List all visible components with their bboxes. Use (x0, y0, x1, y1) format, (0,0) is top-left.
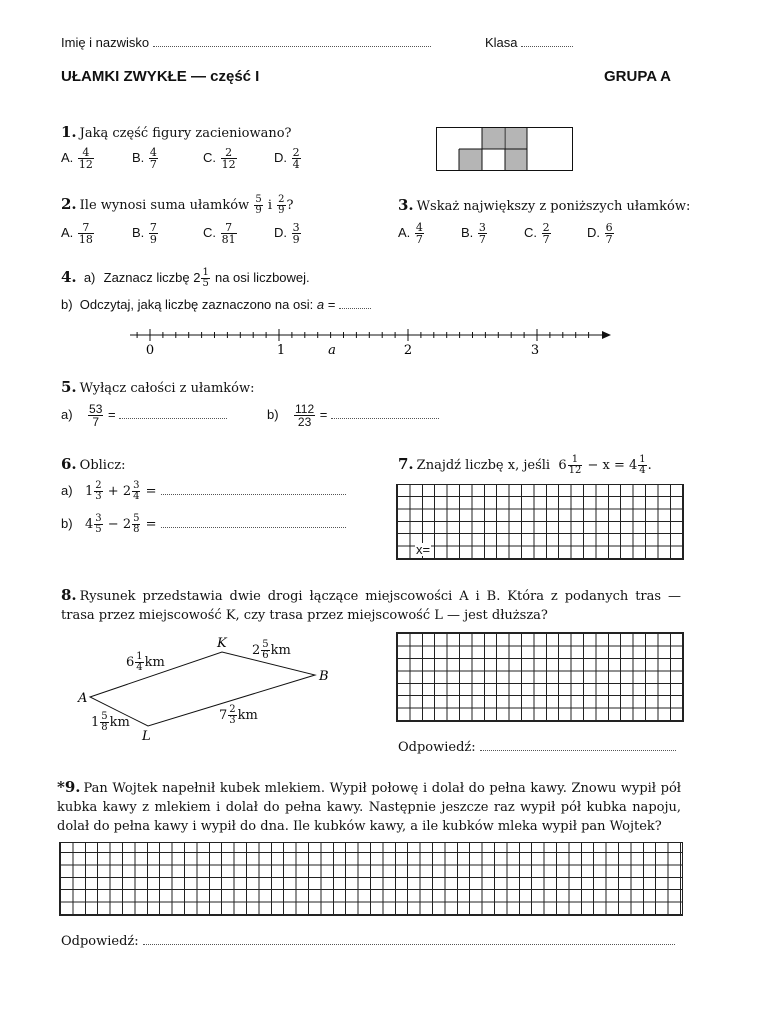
q6a-answer-line[interactable] (161, 482, 346, 495)
q3-option-d[interactable]: D. $\frac{6}{7}$ (587, 221, 613, 246)
q3-options (398, 222, 650, 245)
q2-options (61, 222, 345, 245)
q6-question: 6. Oblicz: (61, 455, 126, 473)
point-K: K (217, 636, 227, 651)
q2-option-c[interactable]: C. $\frac{7}{81}$ (203, 221, 236, 246)
q1-option-b[interactable]: B. $\frac{4}{7}$ (132, 146, 157, 171)
q3-option-b[interactable]: B. $\frac{3}{7}$ (461, 221, 486, 246)
q2-option-b[interactable]: B. $\frac{7}{9}$ (132, 221, 157, 246)
axis-label-1: 1 (276, 343, 286, 358)
point-B: B (319, 669, 329, 684)
q6a: a) 1 $\frac{2}{3}$ + 2 $\frac{3}{4}$ = (61, 481, 346, 502)
q5-question: 5. Wyłącz całości z ułamków: (61, 378, 255, 396)
q3-question: 3. Wskaż największy z poniższych ułamków: (398, 196, 691, 214)
q1-option-d[interactable]: D. $\frac{2}{4}$ (274, 146, 300, 171)
q9-question: *9. Pan Wojtek napełnił kubek mlekiem. Wypił połowę i dolał do pełna kawy. Znowu wypił pół kubka kawy z mlekiem i dolał do pełna kawy. Następnie jeszcze raz wypił pół kubka napoju, dolał do pełna kawy i wypił do dna. Ile kubków kawy, a ile kubków mleka wypił pan Wojtek? (57, 778, 681, 834)
q5b-answer-line[interactable] (331, 406, 439, 419)
q3-option-a[interactable]: A. $\frac{4}{7}$ (398, 221, 423, 246)
q9-answer-line[interactable] (143, 932, 675, 945)
class-field[interactable] (485, 34, 573, 50)
q4b-question: b) Odczytaj, jaką liczbę zaznaczono na osi: a = (61, 296, 371, 312)
name-input-line[interactable] (153, 34, 431, 47)
q7-x-label: x= (416, 542, 431, 557)
number-line (125, 325, 615, 361)
q9-work-grid[interactable] (59, 842, 683, 916)
q5a: a) $\frac{53}{7}$ = (61, 403, 227, 428)
name-field[interactable] (61, 34, 431, 50)
q6b: b) 4 $\frac{3}{5}$ − 2 $\frac{5}{8}$ = (61, 514, 346, 535)
q8-question: 8. Rysunek przedstawia dwie drogi łączące miejscowości A i B. Która z podanych tras — trasa przez miejscowość K, czy trasa przez miejscowość L — jest dłuższa? (61, 586, 681, 623)
class-label: Klasa (485, 35, 518, 50)
worksheet-title: UŁAMKI ZWYKŁE — część I (61, 68, 260, 85)
q1-figure (436, 127, 574, 171)
point-L: L (142, 729, 151, 744)
name-label: Imię i nazwisko (61, 35, 150, 50)
label-AK: 6 $\frac{1}{4}$ km (126, 651, 165, 673)
label-LB: 7 $\frac{2}{3}$ km (219, 704, 258, 726)
q4a-question: 4. a) Zaznacz liczbę 2 $\frac{1}{5}$ na osi liczbowej. (61, 267, 310, 289)
q7-work-grid[interactable] (396, 484, 684, 560)
q4b-answer-line[interactable] (339, 296, 371, 309)
q1-options (61, 147, 345, 170)
point-A: A (78, 691, 88, 706)
q2-option-a[interactable]: A. $\frac{7}{18}$ (61, 221, 93, 246)
q7-question: 7. Znajdź liczbę x, jeśli 6 $\frac{1}{12}$ − x = 4 $\frac{1}{4}$ . (398, 454, 652, 476)
axis-label-a: a (328, 343, 336, 358)
label-AL: 1 $\frac{5}{8}$ km (91, 711, 130, 733)
q8-answer-line[interactable] (480, 738, 676, 751)
q1-option-a[interactable]: A. $\frac{4}{12}$ (61, 146, 93, 171)
q8-answer: Odpowiedź: (398, 738, 676, 755)
axis-label-2: 2 (403, 343, 413, 358)
q1-option-c[interactable]: C. $\frac{2}{12}$ (203, 146, 236, 171)
q2-option-d[interactable]: D. $\frac{3}{9}$ (274, 221, 300, 246)
class-input-line[interactable] (521, 34, 573, 47)
q6b-answer-line[interactable] (161, 515, 346, 528)
q1-question: 1. Jaką część figury zacieniowano? (61, 123, 292, 141)
q3-option-c[interactable]: C. $\frac{2}{7}$ (524, 221, 550, 246)
label-KB: 2 $\frac{5}{6}$ km (252, 639, 291, 661)
q5a-answer-line[interactable] (119, 406, 227, 419)
q9-answer: Odpowiedź: (61, 932, 675, 949)
axis-label-0: 0 (145, 343, 155, 358)
group-label: GRUPA A (604, 68, 671, 85)
q2-question: 2. Ile wynosi suma ułamków $\frac{5}{9}$ i $\frac{2}{9}$ ? (61, 194, 294, 216)
q5b: b) $\frac{112}{23}$ = (267, 403, 439, 428)
axis-label-3: 3 (530, 343, 540, 358)
q8-work-grid[interactable] (396, 632, 684, 722)
